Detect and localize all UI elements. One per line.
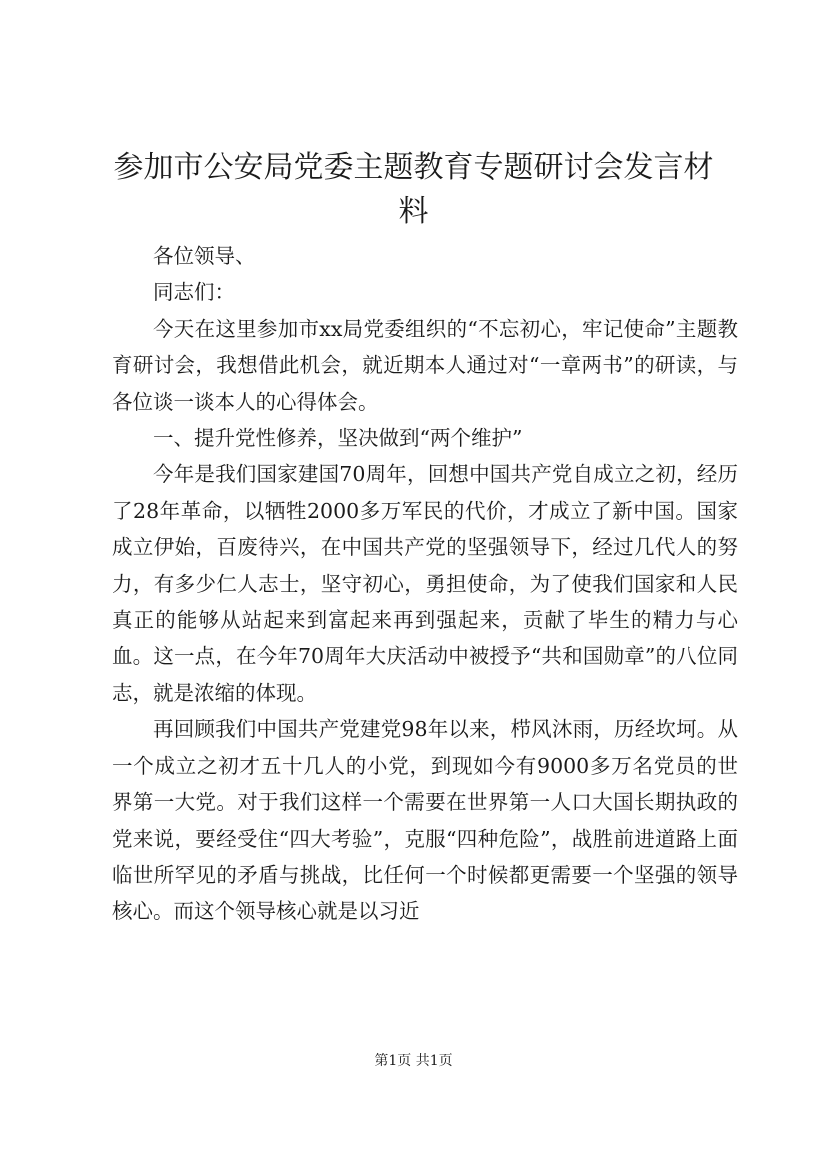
section-heading-1: 一、提升党性修养，坚决做到“两个维护” bbox=[153, 426, 523, 451]
page-footer: 第1页 共1页 bbox=[374, 1053, 453, 1069]
salutation-leaders: 各位领导、 bbox=[153, 244, 256, 268]
document-body bbox=[112, 238, 738, 930]
salutation-comrades: 同志们： bbox=[153, 280, 235, 305]
intro-paragraph: 今天在这里参加市xx局党委组织的“不忘初心，牢记使命”主题教育研讨会，我想借此机会，就近期本人通过对“一章两书”的研读，与各位谈一谈本人的心得体会。 bbox=[112, 316, 738, 414]
body-paragraph-1: 今年是我们国家建国70周年，回想中国共产党自成立之初，经历了28年革命，以牺牲2000多万军民的代价，才成立了新中国。国家成立伊始，百废待兴，在中国共产党的坚强领导下，经过几代人的努力，有多少仁人志士，坚守初心，勇担使命，为了使我们国家和人民真正的能够从站起来到富起来再到强起来，贡献了毕生的精力与心血。这一点，在今年70周年大庆活动中被授予“共和国勋章”的八位同志，就是浓缩的体现。 bbox=[112, 462, 738, 705]
body-paragraph-2: 再回顾我们中国共产党建党98年以来，栉风沐雨，历经坎坷。从一个成立之初才五十几人的小党，到现如今有9000多万名党员的世界第一大党。对于我们这样一个需要在世界第一人口大国长期执政的党来说，要经受住“四大考验”，克服“四种危险”，战胜前进道路上面临世所罕见的矛盾与挑战，比任何一个时候都更需要一个坚强的领导核心。而这个领导核心就是以习近 bbox=[112, 717, 738, 924]
document-title: 参加市公安局党委主题教育专题研讨会发言材料 bbox=[113, 150, 714, 229]
